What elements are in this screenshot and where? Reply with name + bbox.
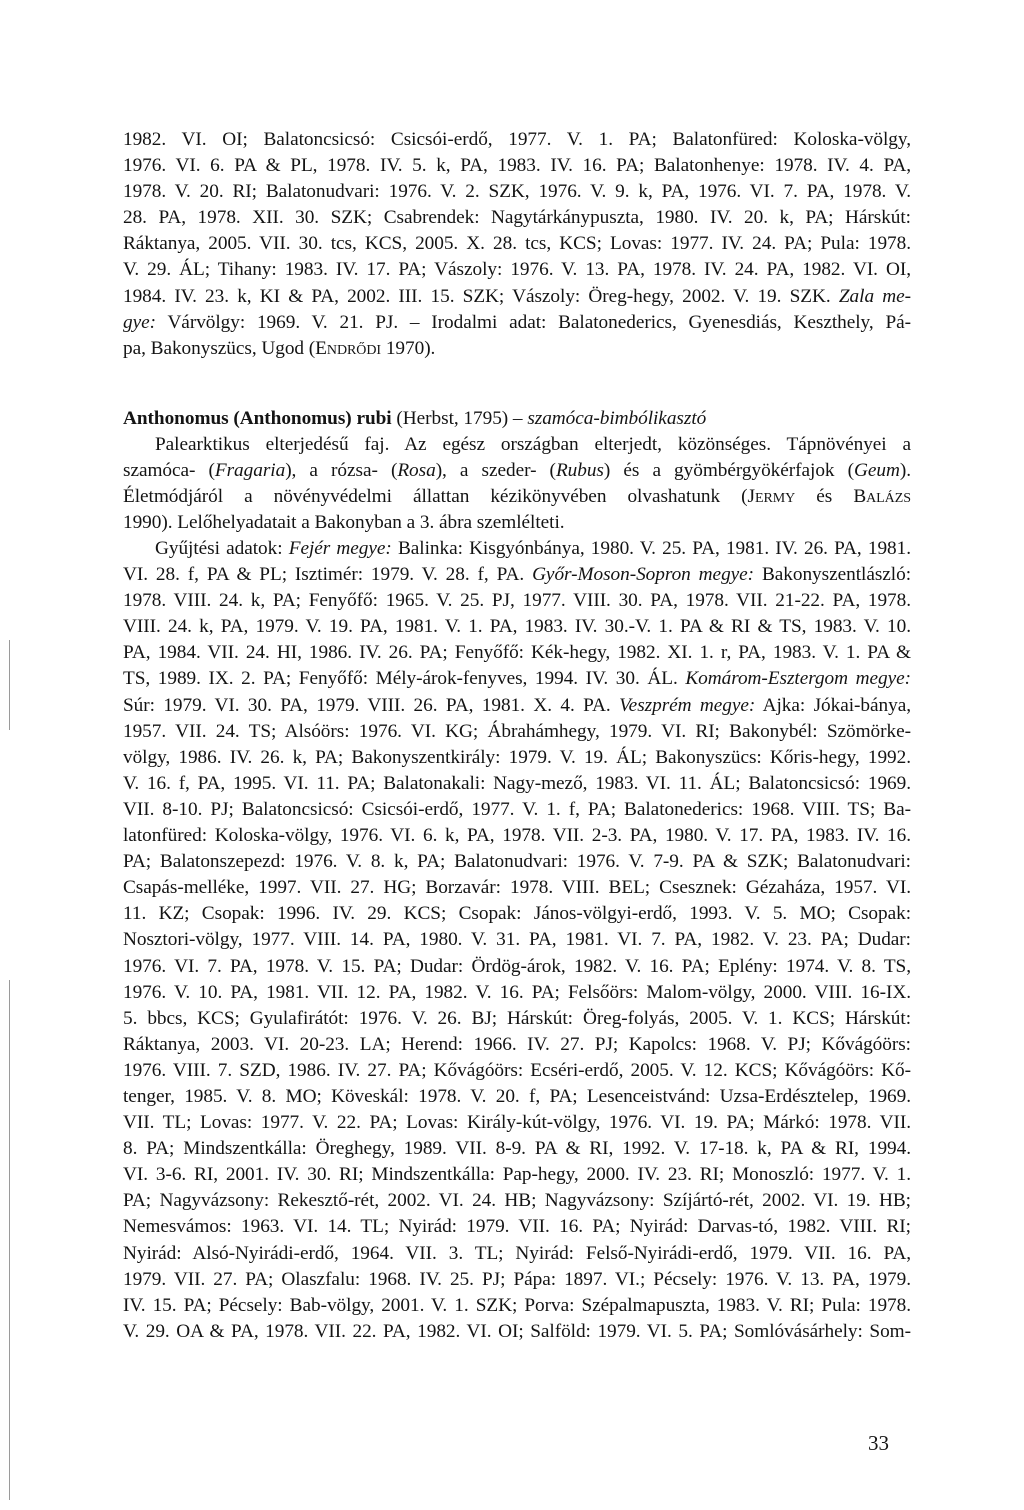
text-run: Súr: 1979. VI. 30. PA, 1979. VIII. 26. PA, 1981. X. 4. PA. xyxy=(123,694,611,716)
records-continuation xyxy=(123,127,911,362)
text-line: V. 29. ÁL; Tihany: 1983. IV. 17. PA; Vászoly: 1976. V. 13. PA, 1978. IV. 24. PA, 1982. VI. OI, xyxy=(123,259,911,281)
author-name: Balázs xyxy=(853,486,911,508)
text-line: 11. KZ; Csopak: 1996. IV. 29. KCS; Csopak: János-völgyi-erdő, 1993. V. 5. MO; Csopak: xyxy=(123,903,911,925)
species-author: (Herbst, 1795) – xyxy=(396,408,523,429)
text-line xyxy=(123,484,911,510)
text-line: latonfüred: Koloska-völgy, 1976. VI. 6. k, PA, 1978. VII. 2-3. PA, 1980. V. 17. PA, 1983. IV. 16. xyxy=(123,825,911,847)
collection-records xyxy=(123,536,911,1345)
county-name: Veszprém megye: xyxy=(619,694,756,716)
text-line: 1976. VI. 6. PA & PL, 1978. IV. 5. k, PA, 1983. IV. 16. PA; Balatonhenye: 1978. IV. 4. PA, xyxy=(123,155,911,177)
text-run: Várvölgy: 1969. V. 21. PJ. – Irodalmi adat: Balatonederics, Gyenesdiás, Keszthely, Pá- xyxy=(167,311,912,333)
text-line: Ráktanya, 2005. VII. 30. tcs, KCS, 2005. X. 28. tcs, KCS; Lovas: 1977. IV. 24. PA; Pula: 1978. xyxy=(123,233,911,255)
text-line: V. 16. f, PA, 1995. VI. 11. PA; Balatonakali: Nagy-mező, 1983. VI. 11. ÁL; Balatoncsicsó: 1969. xyxy=(123,772,911,794)
text-line: 5. bbcs, KCS; Gyulafirátót: 1976. V. 26. BJ; Hárskút: Öreg-folyás, 2005. V. 1. KCS; Hárskút: xyxy=(123,1007,911,1029)
county-name: gye: xyxy=(123,311,156,333)
text-line: 1976. VI. 7. PA, 1978. V. 15. PA; Dudar: Ördög-árok, 1982. V. 16. PA; Eplény: 1974. V. 8. TS, xyxy=(123,955,911,977)
author-name: Jermy xyxy=(747,486,796,508)
text-line: PA; Balatonszepezd: 1976. V. 8. k, PA; Balatonudvari: 1976. V. 7-9. PA & SZK; Balatonudvari: xyxy=(123,851,911,873)
text-line: PA, 1984. VII. 24. HI, 1986. IV. 26. PA; Fenyőfő: Kék-hegy, 1982. XI. 1. r, PA, 1983. V. 1. PA & xyxy=(123,642,911,664)
genus-name: Rubus xyxy=(555,460,604,482)
genus-name: Fragaria xyxy=(214,460,286,482)
species-common-name: szamóca-bimbólikasztó xyxy=(527,408,707,429)
text-run: Bakonyszentlászló: xyxy=(761,564,911,586)
text-line: 1957. VII. 24. TS; Alsóörs: 1976. VI. KG; Ábrahámhegy, 1979. VI. RI; Bakonybél: Szömörke- xyxy=(123,720,911,742)
text-line: Nemesvámos: 1963. VI. 14. TL; Nyirád: 1979. VII. 16. PA; Nyirád: Darvas-tó, 1982. VIII. RI; xyxy=(123,1216,911,1238)
text-line: Ráktanya, 2003. VI. 20-23. LA; Herend: 1966. IV. 27. PJ; Kapolcs: 1968. V. PJ; Kővágóörs: xyxy=(123,1033,911,1055)
author-name: Endrődi xyxy=(315,337,382,359)
text-run: ), a szeder- ( xyxy=(435,460,556,482)
text-line xyxy=(123,336,911,362)
text-line: Palearktikus elterjedésű faj. Az egész országban elterjedt, közönséges. Tápnövényei a xyxy=(155,434,911,455)
text-line xyxy=(123,458,911,484)
text-run: Ajka: Jókai-bánya, xyxy=(762,694,911,716)
text-line: PA; Nagyvázsony: Rekesztő-rét, 2002. VI. 24. HB; Nagyvázsony: Szíjártó-rét, 2002. VI. 19. HB; xyxy=(123,1190,911,1212)
text-line: 1976. V. 10. PA, 1981. VII. 12. PA, 1982. V. 16. PA; Felsőörs: Malom-völgy, 2000. VIII. 16-IX. xyxy=(123,981,911,1003)
text-line: 1982. VI. OI; Balatoncsicsó: Csicsói-erdő, 1977. V. 1. PA; Balatonfüred: Koloska-völgy, xyxy=(123,129,911,150)
text-run: VI. 28. f, PA & PL; Isztimér: 1979. V. 28. f, PA. xyxy=(123,564,525,586)
text-line: V. 29. OA & PA, 1978. VII. 22. PA, 1982. VI. OI; Salföld: 1979. VI. 5. PA; Somlóvásárhely: Som- xyxy=(123,1320,911,1342)
text-line: 1978. VIII. 24. k, PA; Fenyőfő: 1965. V. 25. PJ, 1977. VIII. 30. PA, 1978. VII. 21-22. PA, 1978. xyxy=(123,590,911,612)
text-line: völgy, 1986. IV. 26. k, PA; Bakonyszentkirály: 1979. V. 19. ÁL; Bakonyszücs: Kőris-hegy, 1992. xyxy=(123,746,911,768)
text-run: és xyxy=(816,486,833,508)
text-line: IV. 15. PA; Pécsely: Bab-völgy, 2001. V. 1. SZK; Porva: Szépalmapuszta, 1983. V. RI; Pula: 1978. xyxy=(123,1294,911,1316)
text-run: pa, Bakonyszücs, Ugod ( xyxy=(123,337,316,359)
text-run: ). xyxy=(899,460,911,482)
text-line: 28. PA, 1978. XII. 30. SZK; Csabrendek: Nagytárkánypuszta, 1980. IV. 20. k, PA; Hárskút: xyxy=(123,207,911,229)
text-line: 1978. V. 20. RI; Balatonudvari: 1976. V. 2. SZK, 1976. V. 9. k, PA, 1976. VI. 7. PA, 1978. V. xyxy=(123,181,911,203)
text-line: 1976. VIII. 7. SZD, 1986. IV. 27. PA; Kővágóörs: Ecséri-erdő, 2005. V. 12. KCS; Kővágóörs: Kő- xyxy=(123,1059,911,1081)
text-line: 1979. VII. 27. PA; Olaszfalu: 1968. IV. 25. PJ; Pápa: 1897. VI.; Pécsely: 1976. V. 13. PA, 1979. xyxy=(123,1268,911,1290)
genus-name: Rosa xyxy=(397,460,436,482)
text-line: Nosztori-völgy, 1977. VIII. 14. PA, 1980. V. 31. PA, 1981. VI. 7. PA, 1982. V. 23. PA; Dudar: xyxy=(123,929,911,951)
text-run: 1984. IV. 23. k, KI & PA, 2002. III. 15. SZK; Vászoly: Öreg-hegy, 2002. V. 19. SZK. xyxy=(123,285,831,307)
species-title xyxy=(123,406,911,432)
county-name: Győr-Moson-Sopron megye: xyxy=(532,564,755,586)
text-line: Nyirád: Alsó-Nyirádi-erdő, 1964. VII. 3. TL; Nyirád: Felső-Nyirádi-erdő, 1979. VII. 16. PA, xyxy=(123,1242,911,1264)
county-name: Zala me- xyxy=(838,285,911,307)
species-heading xyxy=(123,406,911,432)
text-line xyxy=(123,536,911,562)
text-run: Életmódjáról a növényvédelmi állattan kézikönyvében olvashatunk ( xyxy=(123,486,748,508)
text-line: VI. 3-6. RI, 2001. IV. 30. RI; Mindszentkálla: Pap-hegy, 2000. IV. 23. RI; Monoszló: 1977. V. 1. xyxy=(123,1164,911,1186)
species-description xyxy=(123,432,911,536)
text-run: Gyűjtési adatok: xyxy=(155,538,283,559)
text-line: VII. TL; Lovas: 1977. V. 22. PA; Lovas: Király-kút-völgy, 1976. VI. 19. PA; Márkó: 1978. VII. xyxy=(123,1112,911,1134)
scan-edge-mark xyxy=(9,980,10,1500)
text-line: 8. PA; Mindszentkálla: Öreghegy, 1989. VII. 8-9. PA & RI, 1992. V. 17-18. k, PA & RI, 1994. xyxy=(123,1138,911,1160)
text-line xyxy=(123,284,911,310)
text-line: tenger, 1985. V. 8. MO; Köveskál: 1978. V. 20. f, PA; Lesenceistvánd: Uzsa-Erdésztelep, 1969. xyxy=(123,1085,911,1107)
text-run: TS, 1989. IX. 2. PA; Fenyőfő: Mély-árok-fenyves, 1994. IV. 30. ÁL. xyxy=(123,668,678,690)
text-line xyxy=(123,562,911,588)
text-line: VII. 8-10. PJ; Balatoncsicsó: Csicsói-erdő, 1977. V. 1. f, PA; Balatonederics: 1968. VIII. TS; Ba- xyxy=(123,798,911,820)
text-line xyxy=(123,666,911,692)
county-name: Fejér megye: xyxy=(288,538,392,559)
text-run: szamóca- ( xyxy=(123,460,215,482)
text-line: 1990). Lelőhelyadatait a Bakonyban a 3. ábra szemlélteti. xyxy=(123,512,565,534)
text-line xyxy=(123,693,911,719)
text-run: 1970). xyxy=(385,337,436,359)
text-run: ) és a gyömbérgyökérfajok ( xyxy=(603,460,854,482)
species-name: Anthonomus (Anthonomus) rubi xyxy=(123,408,392,429)
county-name: Komárom-Esztergom megye: xyxy=(685,668,911,690)
text-line: Csapás-melléke, 1997. VII. 27. HG; Borzavár: 1978. VIII. BEL; Csesznek: Gézaháza, 1957. VI. xyxy=(123,877,911,899)
text-line xyxy=(123,310,911,336)
genus-name: Geum xyxy=(853,460,900,482)
text-line: VIII. 24. k, PA, 1979. V. 19. PA, 1981. V. 1. PA, 1983. IV. 30.-V. 1. PA & RI & TS, 1983. V. 10. xyxy=(123,616,911,638)
text-run: ), a rózsa- ( xyxy=(285,460,398,482)
page-number: 33 xyxy=(868,1431,889,1455)
scan-edge-mark xyxy=(9,640,10,730)
text-run: Balinka: Kisgyónbánya, 1980. V. 25. PA, 1981. IV. 26. PA, 1981. xyxy=(397,538,911,559)
